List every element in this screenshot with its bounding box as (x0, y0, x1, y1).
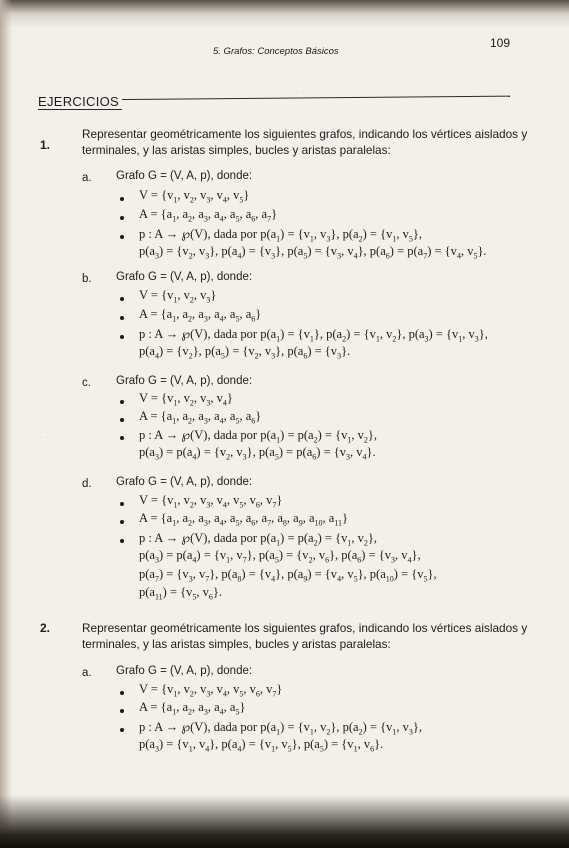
incidence-function: p : A → ℘(V), dada por $p(a_1) = p(a_2) = \{v_1$, $v_2$}, (139, 428, 377, 445)
vertex-set: $V = \{v_1$, $v_2$, $v_3$, $v_4$} (139, 391, 233, 408)
incidence-function: p : A → ℘(V), dada por $p(a_1) = \{v_1\}$, $p(a_2) = \{v_1$, $v_2$}, $p(a_3) = \{v_1$, $v_3$}, (139, 327, 488, 344)
incidence-function-cont: $p(a_{11}) = \{v_5$, $v_6$}. (139, 585, 223, 602)
item-label: a. (82, 172, 92, 184)
item-label: a. (82, 667, 92, 679)
incidence-function-cont: $p(a_3) = p(a_4) = \{v_1$, $v_7$}, $p(a_5) = \{v_2$, $v_6$}, $p(a_6) = \{v_3$, $v_4$}, (139, 548, 421, 565)
exercise-2-statement: terminales, y las aristas simples, bucles y aristas paralelas: (82, 637, 391, 651)
running-title: 5. Grafos: Conceptos Básicos (213, 46, 339, 57)
edge-set: $A = \{a_1$, $a_2$, $a_3$, $a_4$, $a_5$, $a_6$} (139, 307, 262, 324)
bullet (120, 691, 124, 695)
incidence-function-cont: $p(a_7) = \{v_3$, $v_7$}, $p(a_8) = \{v_4\}$, $p(a_9) = \{v_4$, $v_5$}, $p(a_{10}) = \{v_5\}$, (139, 567, 437, 584)
graph-title: Grafo G = (V, A, p), donde: (116, 375, 253, 387)
bullet (120, 436, 124, 440)
graph-title: Grafo G = (V, A, p), donde: (116, 476, 253, 488)
section-rule (122, 96, 510, 100)
incidence-function-cont: $p(a_4) = \{v_2\}$, $p(a_5) = \{v_2$, $v_3$}, $p(a_6) = \{v_3\}$. (139, 344, 351, 361)
bullet (120, 400, 124, 404)
exercise-2-statement: Representar geométricamente los siguientes grafos, indicando los vértices aislados y (82, 621, 528, 635)
exercise-2-number: 2. (40, 621, 51, 635)
graph-title: Grafo G = (V, A, p), donde: (116, 271, 253, 283)
graph-title: Grafo G = (V, A, p), donde: (116, 170, 253, 182)
section-title: EJERCICIOS (38, 94, 120, 109)
bullet (120, 235, 124, 239)
incidence-function: p : A → ℘(V), dada por $p(a_1) = p(a_2) = \{v_1$, $v_2$}, (139, 531, 377, 548)
incidence-function-cont: $p(a_3) = \{v_2$, $v_3$}, $p(a_4) = \{v_3\}$, $p(a_5) = \{v_3$, $v_4$}, $p(a_6) = p(a_7) = \{v_4$, $v_5$}. (139, 244, 487, 261)
page-bottom-shadow (0, 795, 569, 848)
item-label: c. (82, 377, 91, 389)
section-title-underline (38, 109, 122, 110)
page-top-shadow (0, 0, 569, 28)
incidence-function: p : A → ℘(V), dada por $p(a_1) = \{v_1$, $v_2$}, $p(a_2) = \{v_1$, $v_3$}, (139, 720, 422, 737)
vertex-set: $V = \{v_1$, $v_2$, $v_3$, $v_4$, $v_5$, $v_6$, $v_7$} (139, 682, 283, 699)
edge-set: $A = \{a_1$, $a_2$, $a_3$, $a_4$, $a_5$} (139, 700, 246, 717)
incidence-function: p : A → ℘(V), dada por $p(a_1) = \{v_1$, $v_3$}, $p(a_2) = \{v_1$, $v_5$}, (139, 227, 422, 244)
bullet (120, 520, 124, 524)
bleed-through-text: · · · (290, 86, 304, 96)
graph-title: Grafo G = (V, A, p), donde: (116, 665, 253, 677)
incidence-function-cont: $p(a_3) = \{v_1$, $v_4$}, $p(a_4) = \{v_1$, $v_5$}, $p(a_5) = \{v_1$, $v_6$}. (139, 737, 384, 754)
page-gutter-shadow (0, 0, 12, 848)
exercise-1-number: 1. (40, 138, 51, 152)
exercise-1-statement: terminales, y las aristas simples, bucles y aristas paralelas: (82, 143, 391, 157)
exercise-1-statement: Representar geométricamente los siguientes grafos, indicando los vértices aislados y (82, 127, 528, 141)
bullet (120, 197, 124, 201)
bullet (120, 539, 124, 543)
bullet (120, 216, 124, 220)
page-number: 109 (490, 36, 511, 50)
bullet (120, 709, 124, 713)
bullet (120, 502, 124, 506)
bleed-through-text: · · · (40, 432, 54, 442)
item-label: d. (82, 478, 92, 490)
vertex-set: $V = \{v_1$, $v_2$, $v_3$} (139, 288, 217, 305)
bullet (120, 316, 124, 320)
edge-set: $A = \{a_1$, $a_2$, $a_3$, $a_4$, $a_5$, $a_6$, $a_7$, $a_8$, $a_9$, $a_{10}$, $a_{11}$} (139, 511, 349, 528)
bullet (120, 728, 124, 732)
bullet (120, 418, 124, 422)
vertex-set: $V = \{v_1$, $v_2$, $v_3$, $v_4$, $v_5$} (139, 188, 250, 205)
bullet (120, 335, 124, 339)
item-label: b. (82, 273, 92, 285)
edge-set: $A = \{a_1$, $a_2$, $a_3$, $a_4$, $a_5$, $a_6$} (139, 409, 262, 426)
bullet (120, 297, 124, 301)
edge-set: $A = \{a_1$, $a_2$, $a_3$, $a_4$, $a_5$, $a_6$, $a_7$} (139, 207, 278, 224)
vertex-set: $V = \{v_1$, $v_2$, $v_3$, $v_4$, $v_5$, $v_6$, $v_7$} (139, 493, 283, 510)
incidence-function-cont: $p(a_3) = p(a_4) = \{v_2$, $v_3$}, $p(a_5) = p(a_6) = \{v_3$, $v_4$}. (139, 445, 376, 462)
